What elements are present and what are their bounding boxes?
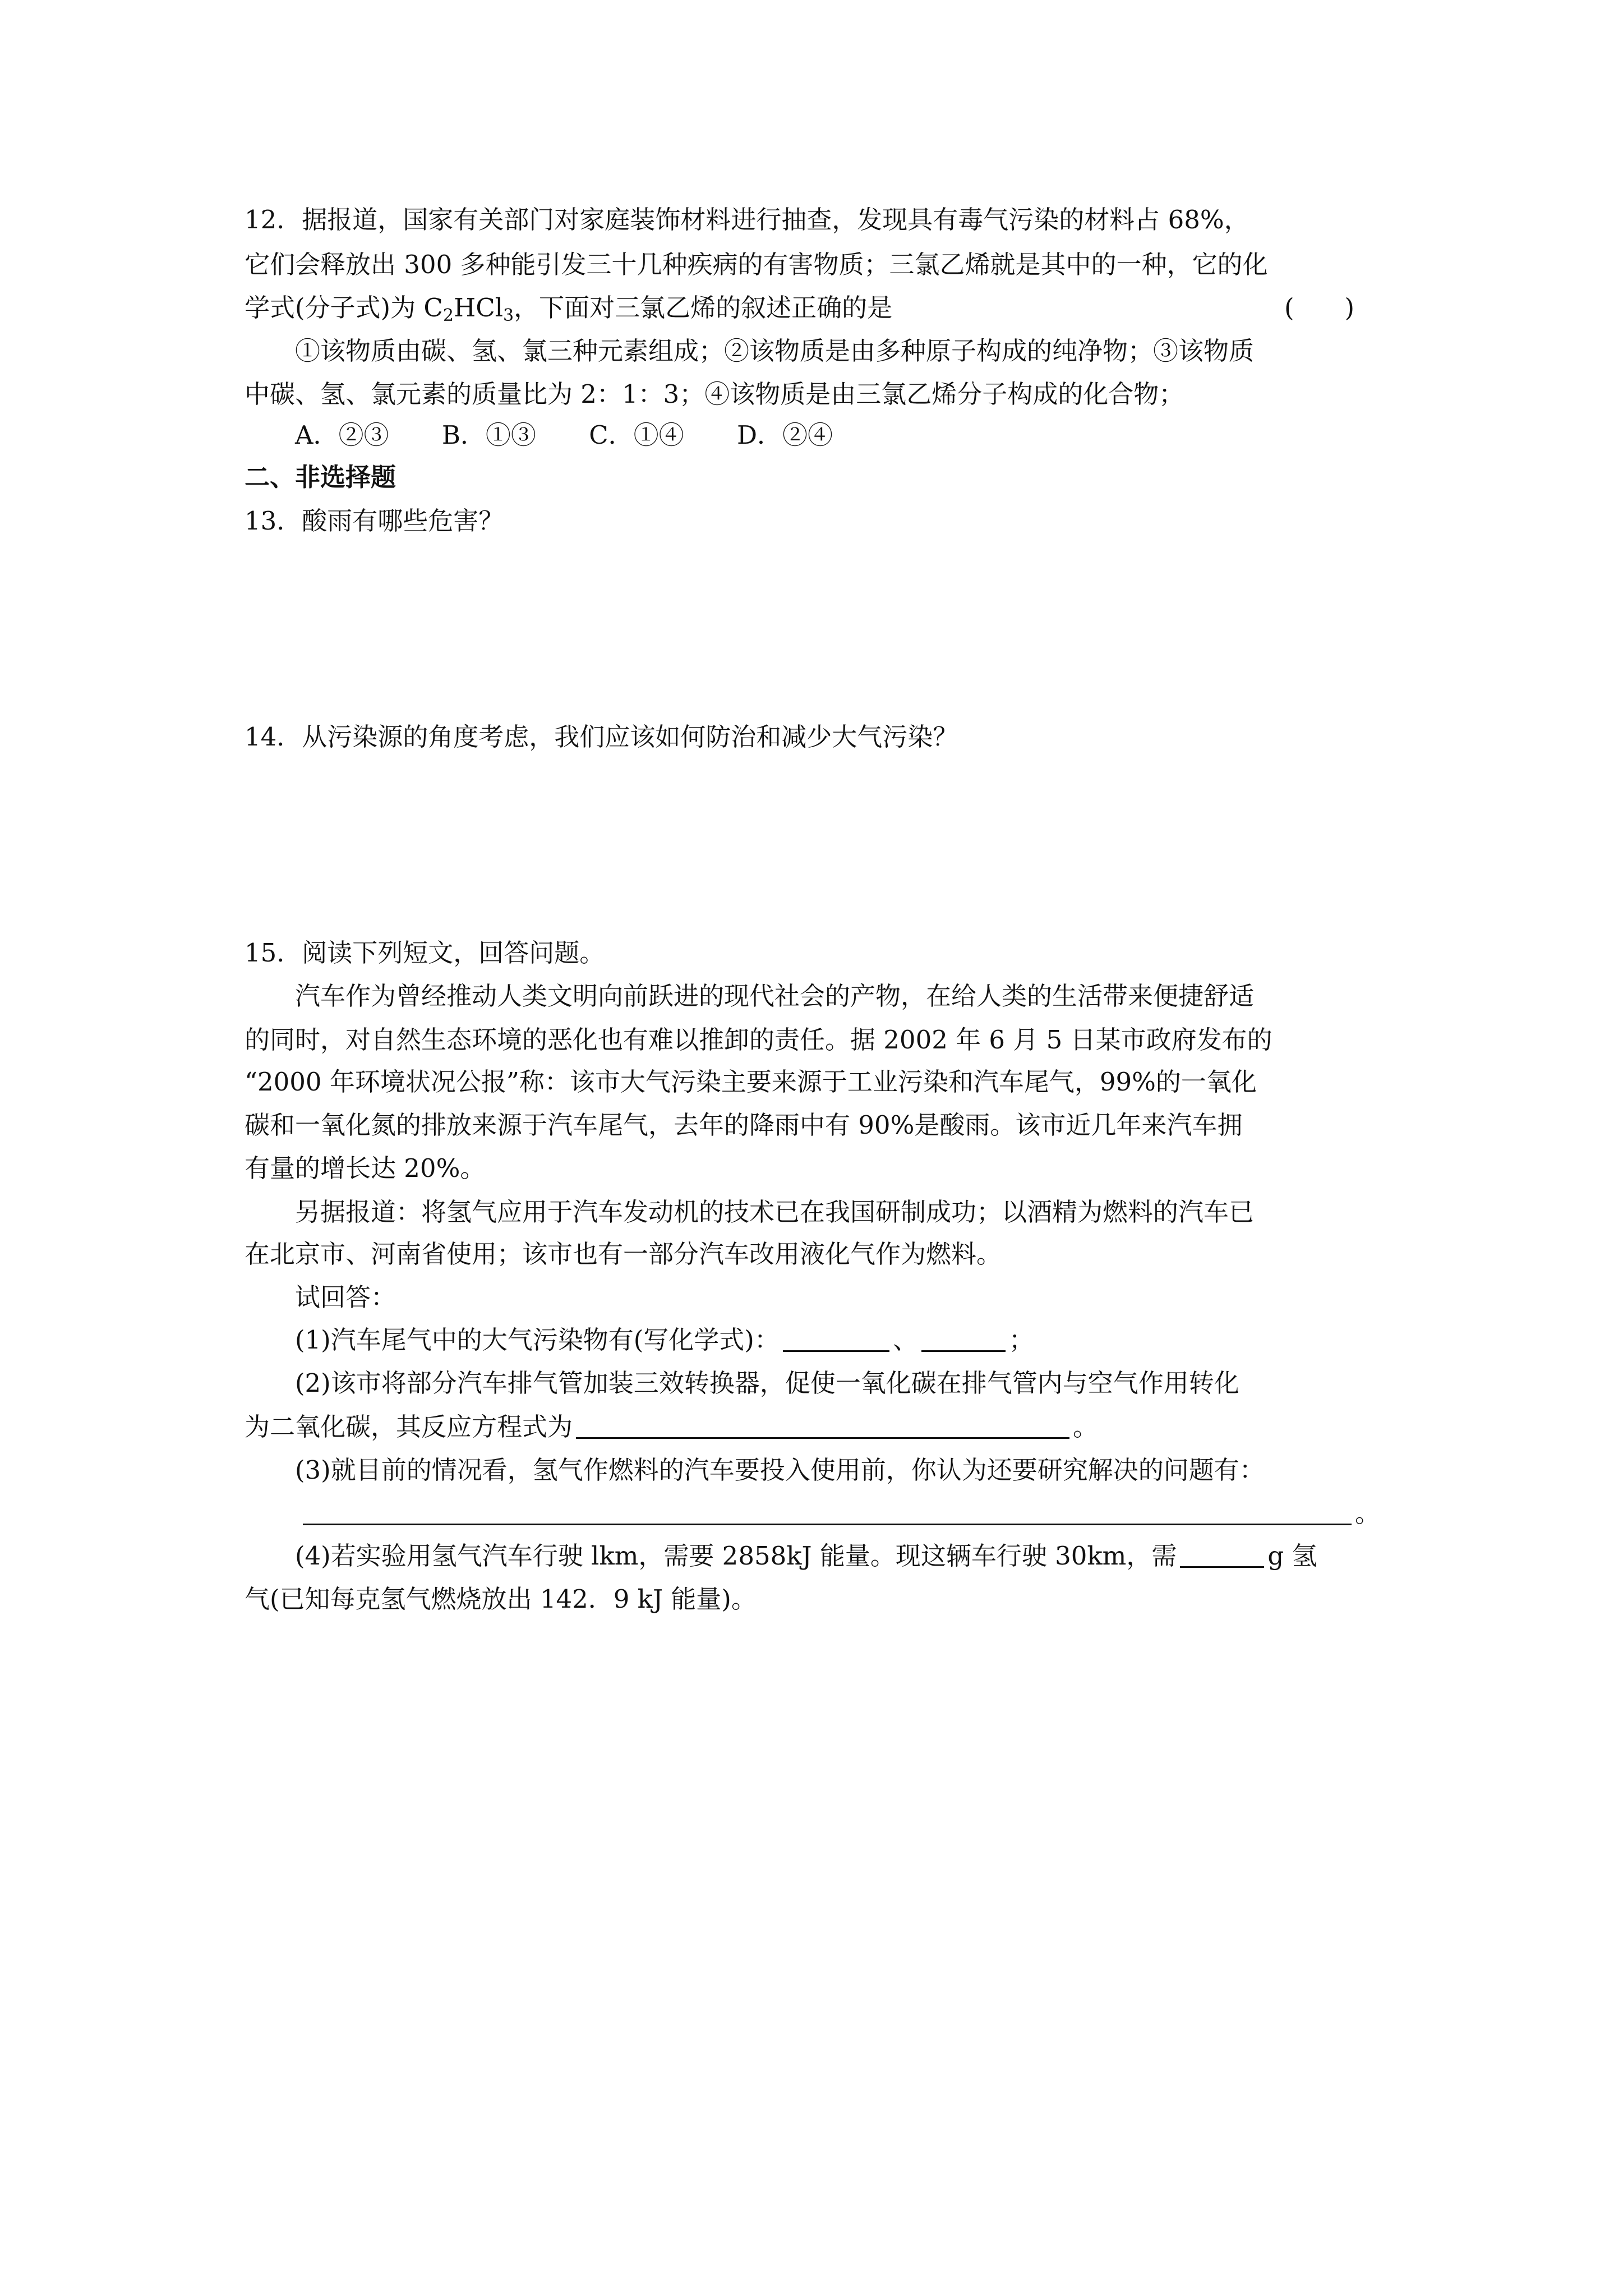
q15-sub-2-blank[interactable] (576, 1409, 1069, 1439)
q12-option-d: D．②④ (736, 420, 833, 450)
q15-sub-1-blank-a[interactable] (783, 1322, 889, 1352)
q15-sub-1-text: (1)汽车尾气中的大气污染物有(写化学式)： (295, 1325, 780, 1355)
q12-line-4: ①该物质由碳、氢、氯三种元素组成；②该物质是由多种原子构成的纯净物；③该物质 (295, 336, 1255, 366)
q15-sub-2-line-1: (2)该市将部分汽车排气管加装三效转换器，促使一氧化碳在排气管内与空气作用转化 (295, 1368, 1239, 1398)
q15-sub-1-end: ； (1008, 1325, 1034, 1355)
q15-p1-line-1: 汽车作为曾经推动人类文明向前跃进的现代社会的产物，在给人类的生活带来便捷舒适 (295, 981, 1255, 1011)
q15-intro: 15．阅读下列短文，回答问题。 (245, 938, 605, 968)
q15-sub-1-separator: 、 (892, 1325, 918, 1355)
q15-sub-4-text: (4)若实验用氢气汽车行驶 lkm，需要 2858kJ 能量。现这辆车行驶 30km，需 (295, 1541, 1177, 1571)
q15-sub-4-unit: g 氢 (1267, 1541, 1317, 1571)
section-2-title: 二、非选择题 (245, 462, 396, 492)
q15-sub-4-blank[interactable] (1180, 1538, 1264, 1568)
q12-formula-sub-1: 2 (442, 306, 454, 325)
q15-p1-line-2: 的同时，对自然生态环境的恶化也有难以推卸的责任。据 2002 年 6 月 5 日某市政府发布的 (245, 1025, 1272, 1055)
q12-option-b: B．①③ (441, 420, 536, 450)
q15-p2-line-1: 另据报道：将氢气应用于汽车发动机的技术已在我国研制成功；以酒精为燃料的汽车已 (295, 1197, 1255, 1227)
q15-p2-line-2: 在北京市、河南省使用；该市也有一部分汽车改用液化气作为燃料。 (245, 1239, 1002, 1269)
q15-ask: 试回答： (295, 1282, 396, 1312)
q15-sub-2-line-2 (245, 1407, 1098, 1447)
q15-sub-2-text: 为二氧化碳，其反应方程式为 (245, 1412, 573, 1442)
q12-option-c: C．①④ (589, 420, 684, 450)
q15-sub-2-end: 。 (1073, 1412, 1099, 1442)
q15-p1-line-5: 有量的增长达 20%。 (245, 1153, 486, 1183)
q12-formula-mid: HCl (453, 293, 504, 323)
q15-sub-3-line-2 (303, 1493, 1380, 1534)
q12-formula-prefix: 学式(分子式)为 C (245, 293, 443, 323)
q13-text: 13．酸雨有哪些危害？ (245, 506, 504, 536)
q12-option-a: A．②③ (295, 420, 389, 450)
q15-sub-1-blank-b[interactable] (921, 1322, 1006, 1352)
q12-formula-sub-2: 3 (503, 306, 514, 325)
q14-text: 14．从污染源的角度考虑，我们应该如何防治和减少大气污染？ (245, 722, 958, 752)
q15-p1-line-3: “2000 年环境状况公报”称：该市大气污染主要来源于工业污染和汽车尾气，99%的一氧化 (245, 1067, 1257, 1097)
q15-sub-1 (295, 1320, 1034, 1360)
q12-options (295, 415, 878, 455)
q15-p1-line-4: 碳和一氧化氮的排放来源于汽车尾气，去年的降雨中有 90%是酸雨。该市近几年来汽车拥 (245, 1110, 1243, 1140)
q15-sub-3-end: 。 (1355, 1498, 1381, 1528)
q12-line-3 (245, 288, 1377, 328)
q12-formula-suffix: ，下面对三氯乙烯的叙述正确的是 (514, 293, 893, 323)
q15-sub-4-line-2: 气(已知每克氢气燃烧放出 142．9 kJ 能量)。 (245, 1584, 757, 1614)
q15-sub-3-blank[interactable] (303, 1496, 1352, 1525)
q12-line-1: 12．据报道，国家有关部门对家庭装饰材料进行抽查，发现具有毒气污染的材料占 68%， (245, 205, 1249, 234)
q12-answer-paren: ( ) (1284, 293, 1355, 323)
q12-line-5: 中碳、氢、氯元素的质量比为 2：1：3；④该物质是由三氯乙烯分子构成的化合物； (245, 379, 1184, 409)
q12-line-2: 它们会释放出 300 多种能引发三十几种疾病的有害物质；三氯乙烯就是其中的一种，它的化 (245, 250, 1268, 279)
q15-sub-3-line-1: (3)就目前的情况看，氢气作燃料的汽车要投入使用前，你认为还要研究解决的问题有： (295, 1455, 1265, 1485)
q15-sub-4-line-1 (295, 1536, 1317, 1576)
